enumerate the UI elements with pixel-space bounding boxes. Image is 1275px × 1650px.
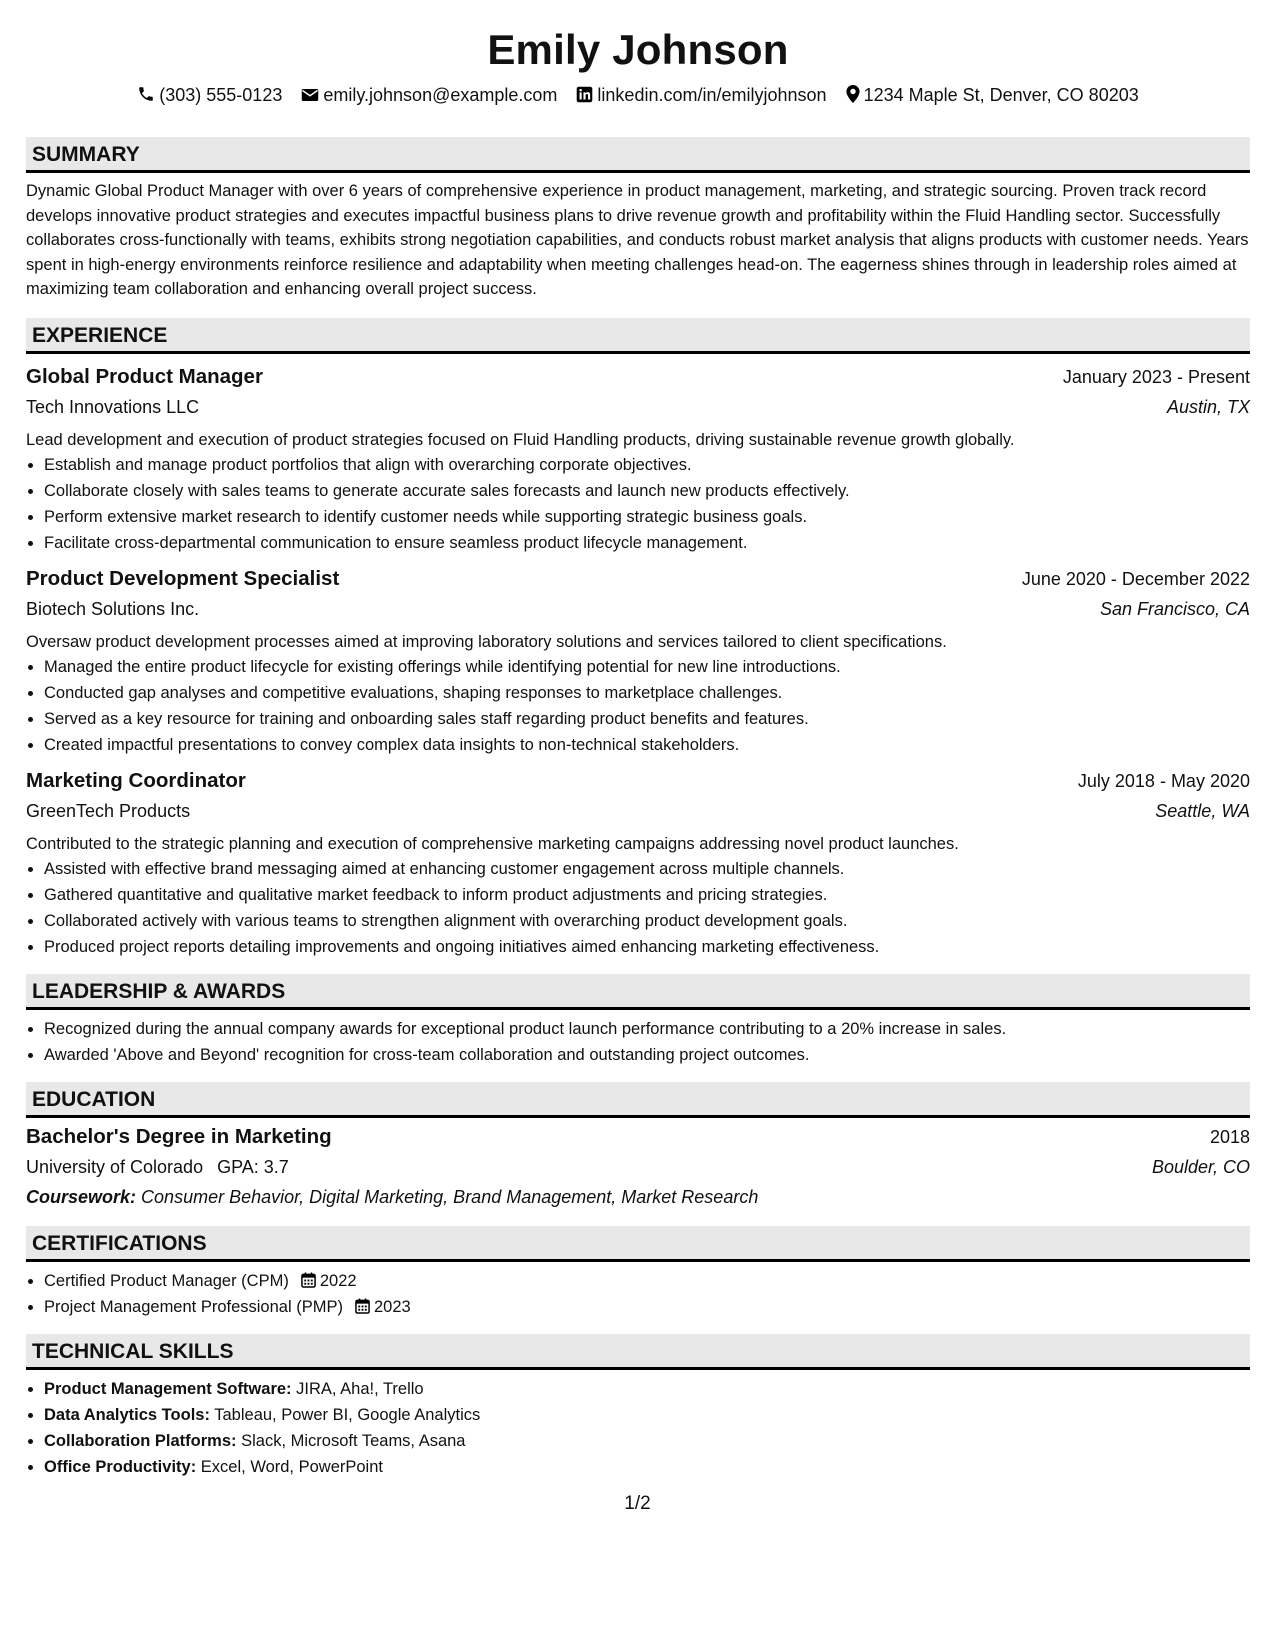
job-bullet: • Conducted gap analyses and competitive evaluations, shaping responses to marketplace challenges. [44, 680, 1250, 706]
skill-item [44, 1376, 1250, 1402]
job-entry [26, 362, 1250, 556]
job-description: Lead development and execution of product strategies focused on Fluid Handling products, driving sustainable revenue growth globally. [26, 430, 1015, 449]
calendar-icon [301, 1272, 316, 1288]
linkedin-icon [576, 86, 593, 103]
coursework-label: Coursework: [26, 1186, 137, 1207]
section-header-experience: EXPERIENCE [26, 318, 1250, 354]
job-description: Contributed to the strategic planning and execution of comprehensive marketing campaigns addressing novel product launches. [26, 834, 959, 853]
school-name: University of Colorado [26, 1156, 204, 1177]
job-entry [26, 766, 1250, 960]
job-dates: January 2023 - Present [1062, 366, 1250, 387]
job-entry [26, 564, 1250, 758]
certification-item [44, 1294, 1250, 1320]
skill-item [44, 1402, 1250, 1428]
contact-email[interactable] [301, 84, 557, 106]
certification-item [44, 1268, 1250, 1294]
certification-year: 2022 [319, 1271, 357, 1290]
job-location: Austin, TX [1166, 396, 1250, 417]
page-number: 1/2 [624, 1493, 651, 1514]
graduation-year: 2018 [1209, 1126, 1250, 1147]
certifications-list [26, 1268, 1250, 1320]
coursework-line [26, 1182, 1250, 1212]
job-title: Product Development Specialist [26, 566, 340, 590]
linkedin-text: linkedin.com/in/emilyjohnson [597, 85, 827, 105]
skill-value: Excel, Word, PowerPoint [200, 1457, 383, 1476]
school-location: Boulder, CO [1151, 1156, 1250, 1177]
job-bullet: • Facilitate cross-departmental communication to ensure seamless product lifecycle management. [44, 530, 1250, 556]
job-company: Biotech Solutions Inc. [26, 598, 200, 619]
leadership-list [26, 1016, 1250, 1068]
skill-label: Data Analytics Tools: [44, 1405, 210, 1424]
phone-icon [137, 85, 155, 103]
job-bullets [26, 856, 1250, 960]
job-bullet: • Collaborated actively with various teams to strengthen alignment with overarching product development goals. [44, 908, 1250, 934]
section-header-certifications: CERTIFICATIONS [26, 1226, 1250, 1262]
contact-phone[interactable] [137, 84, 282, 106]
job-bullet: • Gathered quantitative and qualitative market feedback to inform product adjustments and pricing strategies. [44, 882, 1250, 908]
job-location: San Francisco, CA [1099, 598, 1250, 619]
degree-title: Bachelor's Degree in Marketing [26, 1124, 332, 1148]
job-title: Marketing Coordinator [26, 768, 246, 792]
skill-label: Product Management Software: [44, 1379, 292, 1398]
phone-text: (303) 555-0123 [159, 85, 283, 105]
job-bullet: • Created impactful presentations to convey complex data insights to non-technical stakeholders. [44, 732, 1250, 758]
job-description: Oversaw product development processes aimed at improving laboratory solutions and services tailored to client specifications. [26, 632, 947, 651]
leadership-item: • Recognized during the annual company awards for exceptional product launch performance contributing to a 20% increase in sales. [44, 1016, 1250, 1042]
certification-name: Certified Product Manager (CPM) [44, 1271, 289, 1290]
coursework-list: Consumer Behavior, Digital Marketing, Brand Management, Market Research [141, 1186, 759, 1207]
leadership-item: • Awarded 'Above and Beyond' recognition for cross-team collaboration and outstanding project outcomes. [44, 1042, 1250, 1068]
resume-page [26, 0, 1250, 1480]
contact-line [26, 84, 1250, 106]
job-title: Global Product Manager [26, 364, 263, 388]
job-company: GreenTech Products [26, 800, 191, 821]
job-bullet: • Collaborate closely with sales teams to generate accurate sales forecasts and launch new products effectively. [44, 478, 1250, 504]
certification-year: 2023 [373, 1297, 411, 1316]
certification-name: Project Management Professional (PMP) [44, 1297, 343, 1316]
candidate-name: Emily Johnson [487, 26, 789, 73]
job-bullet: • Served as a key resource for training and onboarding sales staff regarding product benefits and features. [44, 706, 1250, 732]
education-entry [26, 1122, 1250, 1212]
address-text: 1234 Maple St, Denver, CO 80203 [863, 85, 1139, 105]
school-line [26, 1152, 289, 1182]
skill-value: Tableau, Power BI, Google Analytics [214, 1405, 481, 1424]
job-bullet: • Establish and manage product portfolios that align with overarching corporate objectives. [44, 452, 1250, 478]
job-dates: June 2020 - December 2022 [1021, 568, 1250, 589]
job-bullet: • Assisted with effective brand messaging aimed at enhancing customer engagement across multiple channels. [44, 856, 1250, 882]
job-bullet: • Produced project reports detailing improvements and ongoing initiatives aimed enhancing marketing effectiveness. [44, 934, 1250, 960]
job-bullets [26, 452, 1250, 556]
envelope-icon [301, 87, 319, 103]
job-dates: July 2018 - May 2020 [1077, 770, 1250, 791]
job-company: Tech Innovations LLC [26, 396, 200, 417]
skill-label: Collaboration Platforms: [44, 1431, 237, 1450]
skill-label: Office Productivity: [44, 1457, 197, 1476]
section-header-skills: TECHNICAL SKILLS [26, 1334, 1250, 1370]
contact-linkedin[interactable] [576, 84, 826, 106]
job-bullets [26, 654, 1250, 758]
contact-address [846, 84, 1139, 106]
skill-value: Slack, Microsoft Teams, Asana [241, 1431, 466, 1450]
skills-list [26, 1376, 1250, 1480]
gpa: GPA: 3.7 [217, 1156, 289, 1177]
calendar-icon [355, 1298, 370, 1314]
job-location: Seattle, WA [1155, 800, 1250, 821]
skill-value: JIRA, Aha!, Trello [296, 1379, 424, 1398]
skill-item [44, 1454, 1250, 1480]
job-bullet: • Perform extensive market research to identify customer needs while supporting strategic business goals. [44, 504, 1250, 530]
email-text: emily.johnson@example.com [323, 85, 558, 105]
job-bullet: • Managed the entire product lifecycle for existing offerings while identifying potential for new line introductions. [44, 654, 1250, 680]
section-header-education: EDUCATION [26, 1082, 1250, 1118]
section-header-summary: SUMMARY [26, 137, 1250, 173]
skill-item [44, 1428, 1250, 1454]
map-pin-icon [846, 85, 860, 103]
summary-text: Dynamic Global Product Manager with over 6 years of comprehensive experience in product management, marketing, and strategic sourcing. Proven track record develops innovative product strategies and executes impactful business plans to drive revenue growth and profitability within the Fluid Handling sector. Successfully collaborates cross-functionally with teams, exhibits strong negotiation capabilities, and conducts robust market analysis that aligns products with customer needs. Years spent in high-energy environments reinforce resilience and adaptability when meeting challenges head-on. The eagerness shines through in leadership roles aimed at maximizing team collaboration and enhancing overall project success. [26, 182, 1249, 298]
section-header-leadership: LEADERSHIP & AWARDS [26, 974, 1250, 1010]
